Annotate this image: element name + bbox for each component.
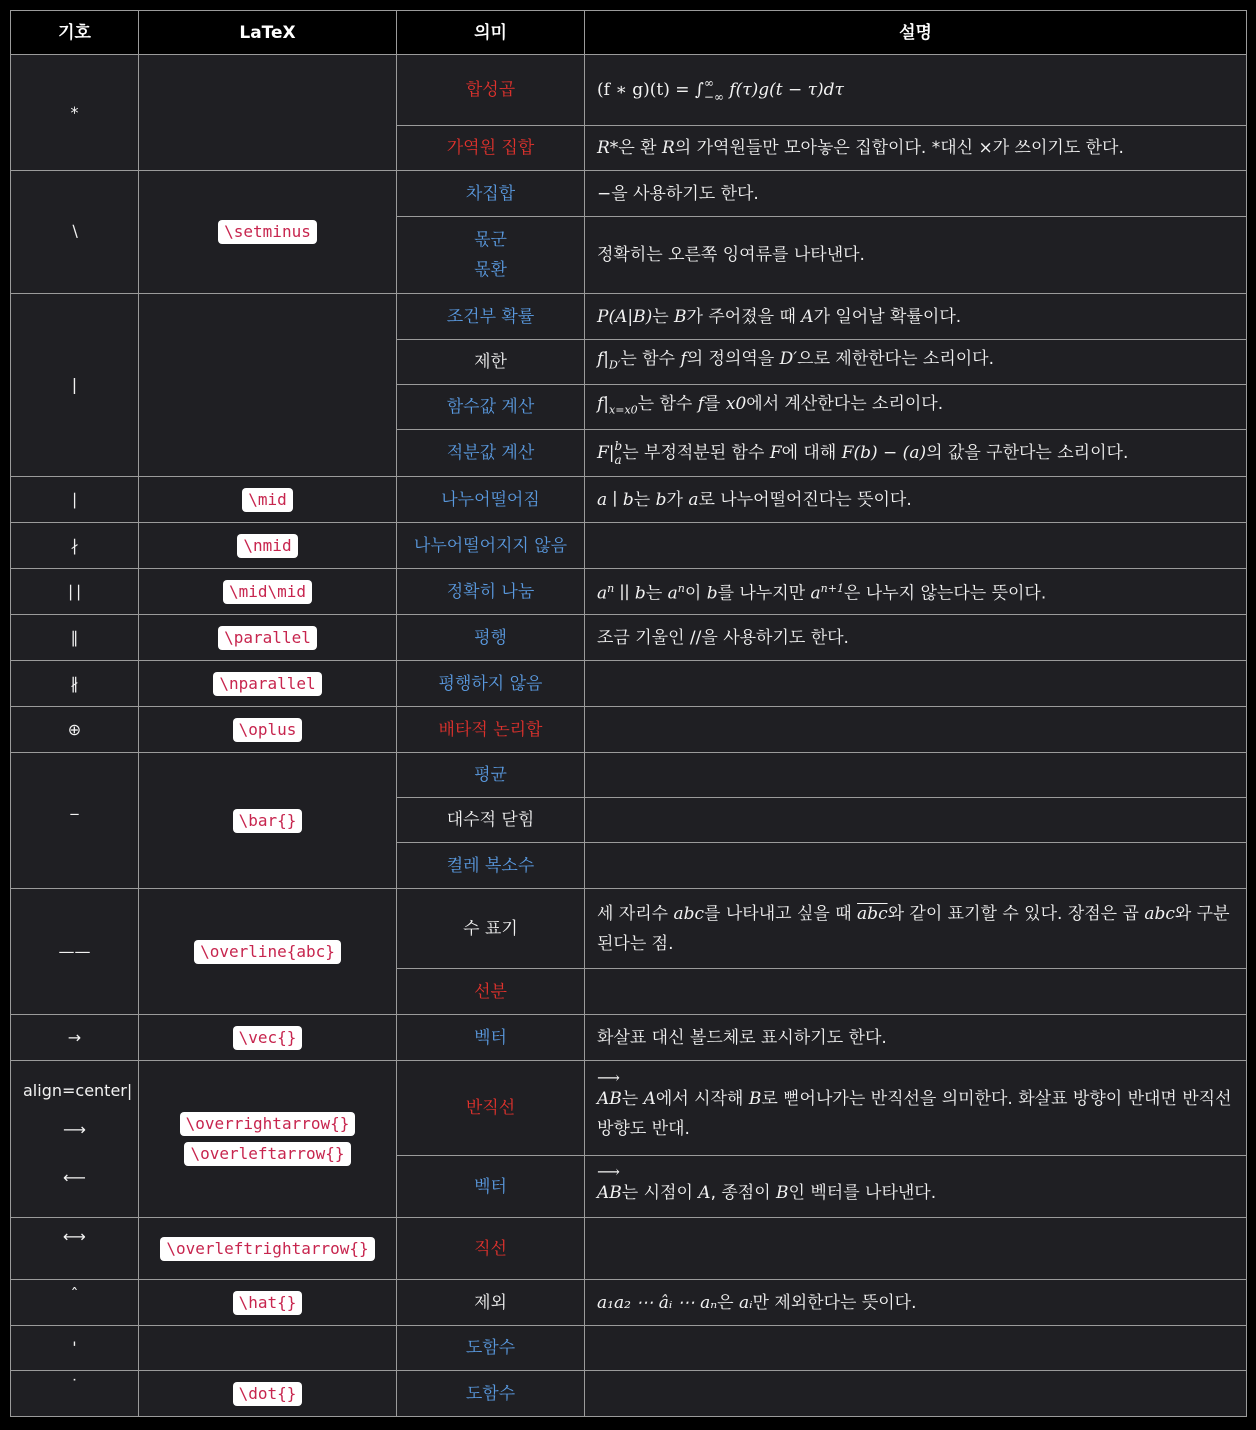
meaning-link[interactable]: 몫군 <box>474 230 507 250</box>
symbol-cell: ˙ <box>11 1371 139 1417</box>
meaning-link[interactable]: 켤레 복소수 <box>397 843 585 889</box>
symbol-cell: ∦ <box>11 661 139 707</box>
header-latex: LaTeX <box>139 11 397 55</box>
integral-limits: ∞ −∞ <box>703 76 724 104</box>
latex-code: \overrightarrow{} <box>180 1112 356 1136</box>
description-cell: ⟶ AB는 시점이 A, 종점이 B인 벡터를 나타낸다. <box>585 1156 1247 1218</box>
meaning-link[interactable]: 벡터 <box>397 1015 585 1061</box>
meaning-link[interactable]: 도함수 <box>397 1326 585 1371</box>
meaning-link[interactable]: 배타적 논리합 <box>397 707 585 753</box>
latex-cell-empty <box>139 1326 397 1371</box>
latex-cell <box>139 171 397 294</box>
latex-code: \oplus <box>233 718 303 742</box>
table-row <box>11 1280 1247 1326</box>
table-row <box>11 55 1247 126</box>
symbol-cell: ˆ <box>11 1280 139 1326</box>
latex-code: \overleftarrow{} <box>184 1142 350 1166</box>
header-description: 설명 <box>585 11 1247 55</box>
right-arrow-icon: ⟶ <box>597 1161 620 1181</box>
meaning-cell: 수 표기 <box>397 889 585 969</box>
description-cell: 세 자리수 abc를 나타내고 싶을 때 $\overline{abc}$와 같이 표기할 수 있다. 장점은 곱 abc와 구분된다는 점. <box>585 889 1247 969</box>
description-cell: P(A|B)는 B가 주어졌을 때 A가 일어날 확률이다. <box>585 294 1247 340</box>
description-cell: R*은 환 R의 가역원들만 모아놓은 집합이다. *대신 ×가 쓰이기도 한다. <box>585 126 1247 171</box>
description-cell-empty <box>585 843 1247 889</box>
symbol-cell: ∣∣ <box>11 569 139 615</box>
description-cell: −을 사용하기도 한다. <box>585 171 1247 217</box>
latex-cell <box>139 569 397 615</box>
symbol-cell: → <box>11 1015 139 1061</box>
symbol-cell: * <box>11 55 139 171</box>
latex-cell <box>139 889 397 1015</box>
table-row <box>11 1371 1247 1417</box>
symbol-table <box>10 10 1247 1417</box>
latex-cell <box>139 615 397 661</box>
description-cell-empty <box>585 661 1247 707</box>
meaning-link[interactable]: 평행하지 않음 <box>397 661 585 707</box>
latex-cell-empty <box>139 294 397 477</box>
description-cell: a ∣ b는 b가 a로 나누어떨어진다는 뜻이다. <box>585 477 1247 523</box>
description-cell: F|b a는 부정적분된 함수 F에 대해 F(b) − (a)의 값을 구한다는 소리이다. <box>585 430 1247 477</box>
meaning-link[interactable]: 조건부 확률 <box>397 294 585 340</box>
latex-code: \mid <box>242 488 293 512</box>
description-cell-empty <box>585 1371 1247 1417</box>
latex-cell <box>139 477 397 523</box>
meaning-cell <box>397 217 585 294</box>
meaning-link[interactable]: 평균 <box>397 753 585 798</box>
latex-code: \nmid <box>237 534 297 558</box>
symbol-cell: ∖ <box>11 171 139 294</box>
symbol-cell: ‾ <box>11 753 139 889</box>
description-cell <box>585 55 1247 126</box>
table-row <box>11 753 1247 798</box>
latex-cell <box>139 1371 397 1417</box>
header-meaning: 의미 <box>397 11 585 55</box>
meaning-link[interactable]: 나누어떨어짐 <box>397 477 585 523</box>
table-row <box>11 661 1247 707</box>
description-cell: $a^n$ ∣∣ b는 $a^n$이 b를 나누지만 $a^{n+1}$은 나누지 않는다는 뜻이다. <box>585 569 1247 615</box>
latex-code: \setminus <box>218 220 317 244</box>
table-row <box>11 1061 1247 1156</box>
left-right-arrow-icon: ⟷ <box>11 1218 139 1280</box>
header-symbol: 기호 <box>11 11 139 55</box>
meaning-link[interactable]: 가역원 집합 <box>397 126 585 171</box>
description-cell: a₁a₂ ⋯ âᵢ ⋯ aₙ은 aᵢ만 제외한다는 뜻이다. <box>585 1280 1247 1326</box>
description-cell: $f|_{D'}$는 함수 f의 정의역을 D′으로 제한한다는 소리이다. <box>585 340 1247 385</box>
description-cell: 조금 기울인 //을 사용하기도 한다. <box>585 615 1247 661</box>
latex-code: \overleftrightarrow{} <box>160 1237 374 1261</box>
header-row <box>11 11 1247 55</box>
description-cell-empty <box>585 798 1247 843</box>
meaning-link[interactable]: 선분 <box>397 969 585 1015</box>
meaning-link[interactable]: 벡터 <box>397 1156 585 1218</box>
latex-code: \vec{} <box>233 1026 303 1050</box>
table-row <box>11 889 1247 969</box>
description-cell-empty <box>585 707 1247 753</box>
meaning-cell: 제한 <box>397 340 585 385</box>
symbol-cell: ⊕ <box>11 707 139 753</box>
meaning-link[interactable]: 평행 <box>397 615 585 661</box>
symbol-table-container <box>10 10 1246 1417</box>
right-arrow-icon: ⟶ <box>597 1068 620 1087</box>
description-cell-empty <box>585 1326 1247 1371</box>
table-row <box>11 569 1247 615</box>
latex-code: \mid\mid <box>223 580 312 604</box>
latex-code: \nparallel <box>213 672 321 696</box>
table-row <box>11 1015 1247 1061</box>
convolution-formula-rest: f(τ)g(t − τ)dτ <box>729 80 844 100</box>
symbol-cell: ∥ <box>11 615 139 661</box>
description-cell-empty <box>585 1218 1247 1280</box>
table-row <box>11 171 1247 217</box>
symbol-cell: ∤ <box>11 523 139 569</box>
description-cell-empty <box>585 523 1247 569</box>
meaning-link[interactable]: 함수값 계산 <box>397 385 585 430</box>
meaning-link[interactable]: 몫환 <box>474 260 507 280</box>
meaning-link[interactable]: 나누어떨어지지 않음 <box>397 523 585 569</box>
latex-cell <box>139 1061 397 1218</box>
meaning-cell: 제외 <box>397 1280 585 1326</box>
description-cell: $f|_{x=x0}$는 함수 f를 x0에서 계산한다는 소리이다. <box>585 385 1247 430</box>
symbol-cell <box>11 1061 139 1218</box>
symbol-text: align=center| <box>23 1081 133 1100</box>
latex-code: \parallel <box>218 626 317 650</box>
latex-cell-empty <box>139 55 397 171</box>
latex-cell <box>139 661 397 707</box>
table-row <box>11 1326 1247 1371</box>
meaning-link[interactable]: 차집합 <box>397 171 585 217</box>
description-cell: 화살표 대신 볼드체로 표시하기도 한다. <box>585 1015 1247 1061</box>
latex-cell <box>139 753 397 889</box>
latex-cell <box>139 707 397 753</box>
meaning-cell: 대수적 닫힘 <box>397 798 585 843</box>
meaning-link[interactable]: 적분값 계산 <box>397 430 585 477</box>
description-cell-empty <box>585 753 1247 798</box>
left-arrow-icon: ⟵ <box>63 1168 86 1187</box>
description-cell-empty <box>585 969 1247 1015</box>
latex-code: \overline{abc} <box>194 940 341 964</box>
table-row <box>11 294 1247 340</box>
description-cell: 정확히는 오른쪽 잉여류를 나타낸다. <box>585 217 1247 294</box>
latex-code: \dot{} <box>233 1382 303 1406</box>
meaning-link[interactable]: 정확히 나눔 <box>397 569 585 615</box>
description-cell: ⟶ AB는 A에서 시작해 B로 뻗어나가는 반직선을 의미한다. 화살표 방향이 반대면 반직선 방향도 반대. <box>585 1061 1247 1156</box>
right-arrow-icon: ⟶ <box>63 1120 86 1139</box>
latex-cell <box>139 1280 397 1326</box>
table-row <box>11 707 1247 753</box>
meaning-link[interactable]: 합성곱 <box>397 55 585 126</box>
meaning-link[interactable]: 직선 <box>397 1218 585 1280</box>
latex-cell <box>139 1218 397 1280</box>
meaning-link[interactable]: 반직선 <box>397 1061 585 1156</box>
meaning-link[interactable]: 도함수 <box>397 1371 585 1417</box>
table-row <box>11 615 1247 661</box>
latex-code: \bar{} <box>233 809 303 833</box>
latex-cell <box>139 1015 397 1061</box>
convolution-formula: (f ∗ g)(t) = ∫ <box>597 80 704 100</box>
symbol-cell: ∣ <box>11 477 139 523</box>
latex-code: \hat{} <box>233 1291 303 1315</box>
table-row <box>11 523 1247 569</box>
symbol-cell: ' <box>11 1326 139 1371</box>
symbol-cell: | <box>11 294 139 477</box>
table-row <box>11 477 1247 523</box>
table-row <box>11 1218 1247 1280</box>
latex-cell <box>139 523 397 569</box>
symbol-cell: —— <box>11 889 139 1015</box>
